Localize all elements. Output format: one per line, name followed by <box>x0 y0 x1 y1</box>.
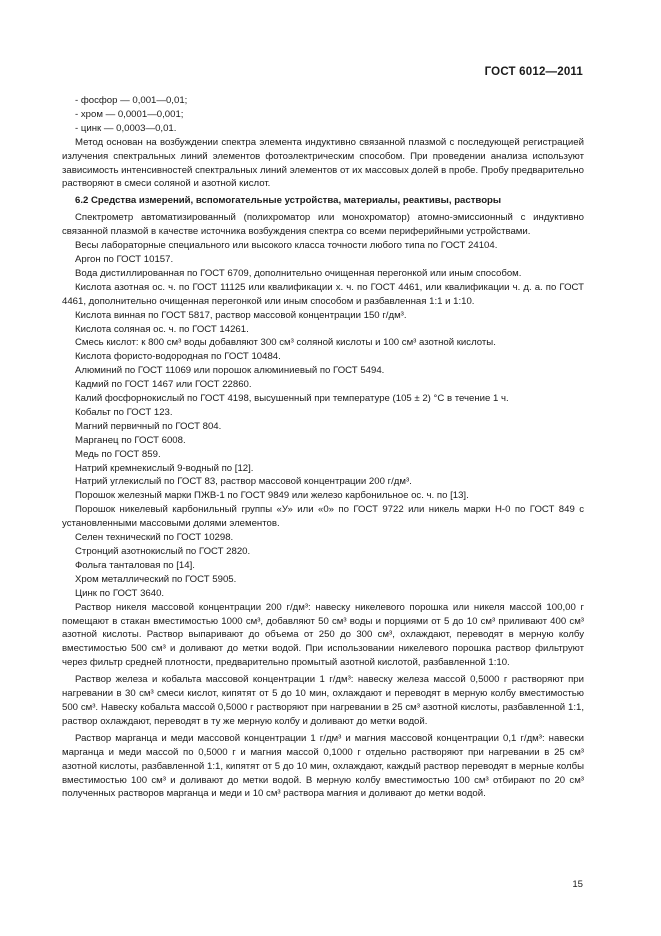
paragraph-aluminium: Алюминий по ГОСТ 11069 или порошок алюминиевый по ГОСТ 5494. <box>75 365 385 377</box>
paragraph-scales: Весы лабораторные специального или высокого класса точности любого типа по ГОСТ 24104. <box>75 240 498 252</box>
paragraph-strontium-nitrate: Стронций азотнокислый по ГОСТ 2820. <box>75 546 251 557</box>
method-description: Метод основан на возбуждении спектра элемента индуктивно связанной плазмой с последующей регистрацией излучения спектральных линий элементов фотоэлектрическим способом. При проведении анализа используют зависимость интенсивностей спектральных линий элементов от их массовых долей в пробе. Пробу предварительно растворяют в смеси соляной и азотной кислот. <box>62 136 584 190</box>
paragraph-tartaric-acid: Кислота винная по ГОСТ 5817, раствор массовой концентрации 150 г/дм³. <box>75 309 407 321</box>
paragraph-sodium-carbonate: Натрий углекислый по ГОСТ 83, раствор массовой концентрации 200 г/дм³. <box>75 476 412 488</box>
paragraph-chromium-metal: Хром металлический по ГОСТ 5905. <box>75 573 237 585</box>
paragraph-manganese-copper-magnesium-solution: Раствор марганца и меди массовой концентрации 1 г/дм³ и магния массовой концентрации 0,1 г/дм³: навески марганца и меди массой по 0,5000 г и магния массой 0,1000 г отдельно растворяют при нагревании в 25 см³ азотной кислоты, разбавленной 1:1, кипятят от 5 до 10 мин, охлаждают, каждый раствор переводят в мерные колбы вместимостью 100 см³ и доливают до метки водой. В мерную колбу вместимостью 100 см³ отбирают по 20 см³ полученных растворов марганца и меди и 10 см³ раствора магния и доливают до метки водой. <box>62 732 584 800</box>
paragraph-zinc: Цинк по ГОСТ 3640. <box>75 587 165 599</box>
paragraph-nickel-solution: Раствор никеля массовой концентрации 200 г/дм³: навеску никелевого порошка или никеля массой 100,00 г помещают в стакан вместимостью 1000 см³, добавляют 50 см³ воды и порциями от 5 до 10 см³ приливают 400 см³ азотной кислоты. Раствор выпаривают до объема от 250 до 300 см³, охлаждают, переводят в мерную колбу вместимостью 500 см³ и доливают до метки водой. При использовании никелевого порошка раствор фильтруют через фильтр средней плотности, предварительно промытый азотной кислотой, разбавленной 1:10. <box>62 601 584 669</box>
list-item-zinc: - цинк — 0,0003—0,01. <box>75 122 177 134</box>
section-heading-6-2: 6.2 Средства измерений, вспомогательные устройства, материалы, реактивы, растворы <box>75 195 502 207</box>
paragraph-copper: Медь по ГОСТ 859. <box>75 448 161 460</box>
paragraph-tantalum-foil: Фольга танталовая по [14]. <box>75 559 195 571</box>
paragraph-iron-cobalt-solution: Раствор железа и кобальта массовой концентрации 1 г/дм³: навеску железа массой 0,5000 г растворяют при нагревании в 30 см³ смеси кислот, кипятят от 5 до 10 мин, охлаждают и переводят в мерную колбу вместимостью 500 см³. Навеску кобальта массой 0,5000 г растворяют при нагревании в 25 см³ азотной кислоты, разбавленной 1:1, раствор охлаждают, переводят в ту же мерную колбу и доливают до метки водой. <box>62 674 584 727</box>
paragraph-hydrochloric-acid: Кислота соляная ос. ч. по ГОСТ 14261. <box>75 323 249 335</box>
paragraph-argon: Аргон по ГОСТ 10157. <box>75 253 174 265</box>
paragraph-selenium: Селен технический по ГОСТ 10298. <box>75 532 234 544</box>
paragraph-water: Вода дистиллированная по ГОСТ 6709, дополнительно очищенная перегонкой или иным способом. <box>75 267 522 279</box>
paragraph-nickel-powder: Порошок никелевый карбонильный группы «У» или «0» по ГОСТ 9722 или никель марки Н-0 по ГОСТ 849 с установленными массовыми долями элементов. <box>62 504 584 530</box>
paragraph-magnesium: Магний первичный по ГОСТ 804. <box>75 420 222 432</box>
paragraph-cadmium: Кадмий по ГОСТ 1467 или ГОСТ 22860. <box>75 379 252 391</box>
list-item-chromium: - хром — 0,0001—0,001; <box>75 108 184 120</box>
paragraph-nitric-acid: Кислота азотная ос. ч. по ГОСТ 11125 или квалификации х. ч. по ГОСТ 4461, или квалификации ч. д. а. по ГОСТ 4461, дополнительно очищенная перегонкой или иным способом и разбавленная 1:1 и 1:10. <box>62 281 584 307</box>
paragraph-sodium-silicate: Натрий кремнекислый 9-водный по [12]. <box>75 462 254 474</box>
paragraph-potassium-phosphate: Калий фосфорнокислый по ГОСТ 4198, высушенный при температуре (105 ± 2) °С в течение 1 ч. <box>75 393 509 405</box>
paragraph-spectrometer: Спектрометр автоматизированный (полихроматор или монохроматор) атомно-эмиссионный с индуктивно связанной плазмой в качестве источника возбуждения спектра со всеми периферийными устройствами. <box>62 212 584 238</box>
paragraph-iron-powder: Порошок железный марки ПЖВ-1 по ГОСТ 9849 или железо карбонильное ос. ч. по [13]. <box>75 490 469 502</box>
paragraph-cobalt: Кобальт по ГОСТ 123. <box>75 406 173 418</box>
document-code-header: ГОСТ 6012—2011 <box>484 66 583 78</box>
list-item-phosphorus: - фосфор — 0,001—0,01; <box>75 95 188 106</box>
paragraph-manganese: Марганец по ГОСТ 6008. <box>75 434 186 446</box>
paragraph-hydrofluoric-acid: Кислота фористо-водородная по ГОСТ 10484. <box>75 351 281 363</box>
paragraph-acid-mixture: Смесь кислот: к 800 см³ воды добавляют 300 см³ соляной кислоты и 100 см³ азотной кислоты. <box>75 337 496 349</box>
page-number: 15 <box>572 879 583 890</box>
document-body <box>62 94 584 801</box>
